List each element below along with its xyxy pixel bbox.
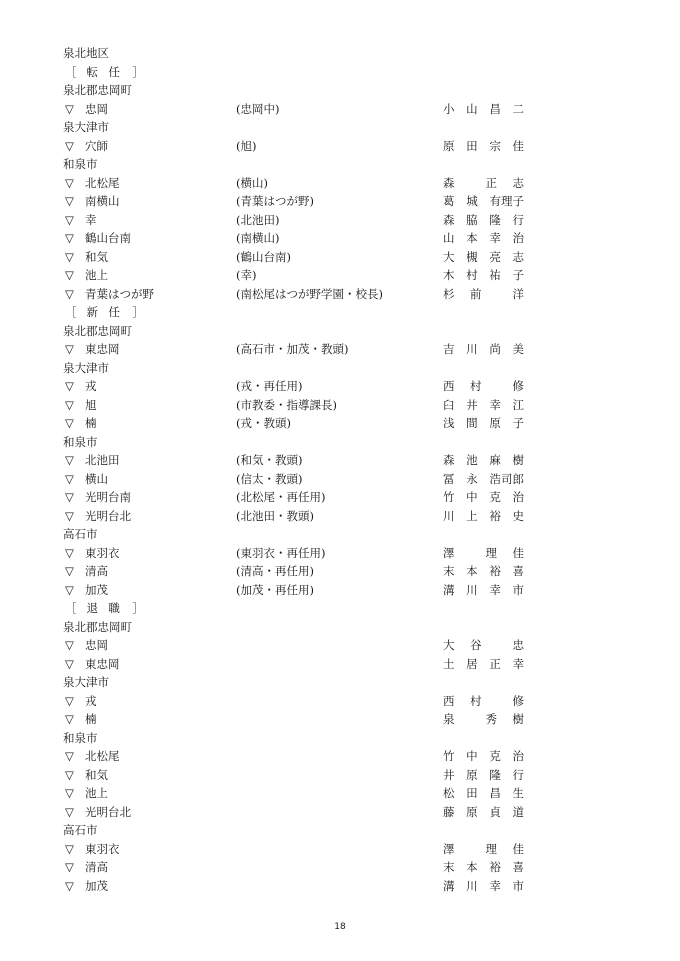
name-char: 井 (443, 767, 455, 782)
name-char: 美 (512, 342, 524, 356)
triangle-icon: ▽ (65, 841, 74, 856)
name-char: 宗 (489, 138, 501, 153)
entry-row (63, 174, 533, 193)
bracket-open: ［ (65, 305, 77, 319)
name-char: 麻 (489, 453, 501, 467)
school-name: 南横山 (85, 194, 120, 208)
school-name: 池上 (85, 786, 108, 800)
school-name: 横山 (85, 471, 108, 486)
previous-post: (戎・再任用) (236, 379, 303, 393)
previous-post: (南松尾はつが野学園・校長) (236, 286, 383, 301)
entry-row (63, 655, 533, 674)
name-char: 川 (443, 508, 455, 523)
triangle-icon: ▽ (65, 453, 74, 467)
school-name: 旭 (85, 397, 97, 412)
name-char: 葛 (443, 194, 455, 208)
name-char: 浩司郎 (489, 471, 524, 486)
person-name (443, 100, 524, 119)
school-name: 穴師 (85, 138, 108, 153)
entry-row (63, 377, 533, 396)
triangle-icon: ▽ (65, 638, 74, 652)
name-char: 裕 (489, 508, 501, 523)
school-name: 東忠岡 (85, 342, 120, 356)
name-char: 行 (512, 767, 524, 782)
name-char: 吉 (443, 342, 455, 356)
area-heading: 泉北郡忠岡町 (63, 323, 132, 338)
person-name (443, 340, 524, 359)
name-char: 澤 (443, 545, 455, 560)
school-name: 池上 (85, 268, 108, 282)
school-name: 北松尾 (85, 175, 120, 190)
name-char: 竹 (443, 490, 455, 504)
person-name (443, 285, 524, 304)
name-char: 理 (485, 841, 497, 856)
person-name (443, 710, 524, 729)
name-char: 志 (512, 249, 524, 264)
category-heading (63, 599, 533, 618)
area-heading: 泉北郡忠岡町 (63, 83, 132, 97)
name-char: 村 (470, 693, 482, 708)
school-name: 楠 (85, 712, 97, 726)
entry-row (63, 266, 533, 285)
triangle-icon: ▽ (65, 693, 74, 708)
name-char: 杉 (443, 286, 455, 301)
name-char: 裕 (489, 564, 501, 578)
name-char: 永 (466, 471, 478, 486)
person-name (443, 137, 524, 156)
name-char: 治 (512, 749, 524, 763)
triangle-icon: ▽ (65, 508, 74, 523)
name-char: 浅 (443, 416, 455, 430)
name-char: 井 (466, 397, 478, 412)
triangle-icon: ▽ (65, 545, 74, 560)
bracket-close: ］ (132, 305, 144, 319)
entry-row (63, 840, 533, 859)
triangle-icon: ▽ (65, 342, 74, 356)
name-char: 修 (512, 379, 524, 393)
name-char: 佳 (512, 841, 524, 856)
name-char: 隆 (489, 212, 501, 227)
name-char: 子 (512, 416, 524, 430)
category-heading (63, 303, 533, 322)
triangle-icon: ▽ (65, 656, 74, 671)
name-char: 谷 (470, 638, 482, 652)
school-name: 光明台北 (85, 508, 131, 523)
person-name (443, 192, 524, 211)
name-char: 克 (489, 749, 501, 763)
name-char: 治 (512, 490, 524, 504)
entry-row (63, 488, 533, 507)
previous-post: (鶴山台南) (236, 249, 291, 264)
name-char: 裕 (489, 860, 501, 874)
person-name (443, 858, 524, 877)
name-char: 貞 (489, 804, 501, 819)
entry-row (63, 562, 533, 581)
name-char: 子 (512, 268, 524, 282)
person-name (443, 766, 524, 785)
name-char: 大 (443, 249, 455, 264)
entry-row (63, 858, 533, 877)
page-number: 18 (334, 922, 346, 932)
entry-row (63, 137, 533, 156)
triangle-icon: ▽ (65, 249, 74, 264)
name-char: 喜 (512, 564, 524, 578)
name-char: 幸 (489, 231, 501, 245)
area-heading: 泉大津市 (63, 120, 109, 134)
name-char: 川 (466, 342, 478, 356)
person-name (443, 877, 524, 896)
person-name (443, 636, 524, 655)
name-char: 土 (443, 656, 455, 671)
person-name (443, 488, 524, 507)
name-char: 冨 (443, 471, 455, 486)
name-char: 居 (466, 656, 478, 671)
previous-post: (北松尾・再任用) (236, 490, 326, 504)
bracket-open: ［ (65, 601, 77, 615)
name-char: 洋 (512, 286, 524, 301)
area-heading: 和泉市 (63, 730, 98, 745)
name-char: 川 (466, 878, 478, 893)
triangle-icon: ▽ (65, 379, 74, 393)
name-char: 木 (443, 268, 455, 282)
previous-post: (和気・教頭) (236, 453, 303, 467)
name-char: 忠 (512, 638, 524, 652)
school-name: 東忠岡 (85, 656, 120, 671)
area-heading: 泉大津市 (63, 675, 109, 689)
name-char: 山 (443, 231, 455, 245)
triangle-icon: ▽ (65, 490, 74, 504)
name-char: 上 (466, 508, 478, 523)
entry-row (63, 396, 533, 415)
previous-post: (横山) (236, 175, 268, 190)
name-char: 幸 (512, 656, 524, 671)
person-name (443, 747, 524, 766)
name-char: 市 (512, 582, 524, 597)
person-name (443, 414, 524, 433)
person-name (443, 692, 524, 711)
name-char: 原 (466, 767, 478, 782)
school-name: 東羽衣 (85, 545, 120, 560)
previous-post: (加茂・再任用) (236, 582, 314, 597)
triangle-icon: ▽ (65, 712, 74, 726)
name-char: 江 (512, 397, 524, 412)
previous-post: (旭) (236, 138, 257, 153)
area-heading: 高石市 (63, 527, 98, 541)
name-char: 池 (466, 453, 478, 467)
entry-row (63, 803, 533, 822)
name-char: 幸 (489, 582, 501, 597)
name-char: 克 (489, 490, 501, 504)
school-name: 北松尾 (85, 749, 120, 763)
name-char: 大 (443, 638, 455, 652)
previous-post: (忠岡中) (236, 101, 280, 116)
name-char: 隆 (489, 767, 501, 782)
previous-post: (清高・再任用) (236, 564, 314, 578)
area-heading: 高石市 (63, 823, 98, 837)
previous-post: (戎・教頭) (236, 416, 291, 430)
name-char: 松 (443, 786, 455, 800)
school-name: 鶴山台南 (85, 231, 131, 245)
bracket-close: ］ (132, 601, 144, 615)
school-name: 清高 (85, 860, 108, 874)
person-name (443, 377, 524, 396)
name-char: 樹 (512, 712, 524, 726)
name-char: 田 (466, 786, 478, 800)
name-char: 泉 (443, 712, 455, 726)
name-char: 槻 (466, 249, 478, 264)
name-char: 本 (466, 564, 478, 578)
name-char: 原 (466, 804, 478, 819)
name-char: 竹 (443, 749, 455, 763)
triangle-icon: ▽ (65, 194, 74, 208)
entry-row (63, 766, 533, 785)
school-name: 幸 (85, 212, 97, 227)
school-name: 忠岡 (85, 638, 108, 652)
name-char: 前 (470, 286, 482, 301)
name-char: 市 (512, 878, 524, 893)
entry-row (63, 507, 533, 526)
name-char: 澤 (443, 841, 455, 856)
name-char: 佳 (512, 138, 524, 153)
triangle-icon: ▽ (65, 231, 74, 245)
person-name (443, 470, 524, 489)
entry-row (63, 340, 533, 359)
name-char: 溝 (443, 878, 455, 893)
entry-row (63, 248, 533, 267)
name-char: 田 (466, 138, 478, 153)
school-name: 光明台北 (85, 804, 131, 819)
name-char: 理 (485, 545, 497, 560)
previous-post: (高石市・加茂・教頭) (236, 342, 349, 356)
triangle-icon: ▽ (65, 786, 74, 800)
triangle-icon: ▽ (65, 804, 74, 819)
triangle-icon: ▽ (65, 860, 74, 874)
name-char: 臼 (443, 397, 455, 412)
person-name (443, 840, 524, 859)
triangle-icon: ▽ (65, 416, 74, 430)
school-name: 青葉はつが野 (85, 286, 154, 301)
name-char: 有理子 (489, 194, 524, 208)
bracket-close: ］ (132, 64, 144, 79)
person-name (443, 451, 524, 470)
triangle-icon: ▽ (65, 471, 74, 486)
name-char: 森 (443, 212, 455, 227)
school-name: 忠岡 (85, 101, 108, 116)
triangle-icon: ▽ (65, 749, 74, 763)
person-name (443, 507, 524, 526)
area-heading: 泉北郡忠岡町 (63, 619, 132, 634)
entry-row (63, 414, 533, 433)
school-name: 加茂 (85, 878, 108, 893)
name-char: 間 (466, 416, 478, 430)
name-char: 森 (443, 175, 455, 190)
name-char: 佳 (512, 545, 524, 560)
name-char: 原 (443, 138, 455, 153)
area-heading: 和泉市 (63, 157, 98, 171)
previous-post: (北池田・教頭) (236, 508, 314, 523)
category-heading (63, 63, 533, 82)
name-char: 喜 (512, 860, 524, 874)
name-char: 中 (466, 749, 478, 763)
person-name (443, 562, 524, 581)
name-char: 川 (466, 582, 478, 597)
name-char: 二 (512, 101, 524, 116)
triangle-icon: ▽ (65, 138, 74, 153)
school-name: 戎 (85, 379, 97, 393)
name-char: 生 (512, 786, 524, 800)
name-char: 行 (512, 212, 524, 227)
triangle-icon: ▽ (65, 397, 74, 412)
name-char: 西 (443, 379, 455, 393)
triangle-icon: ▽ (65, 286, 74, 301)
previous-post: (市教委・指導課長) (236, 397, 337, 412)
name-char: 祐 (489, 268, 501, 282)
name-char: 昌 (489, 786, 501, 800)
entry-row (63, 451, 533, 470)
entry-row (63, 470, 533, 489)
name-char: 中 (466, 490, 478, 504)
name-char: 尚 (489, 342, 501, 356)
category-label: 退職 (86, 601, 131, 615)
name-char: 末 (443, 860, 455, 874)
previous-post: (幸) (236, 268, 257, 282)
entry-row (63, 710, 533, 729)
triangle-icon: ▽ (65, 564, 74, 578)
entry-row (63, 285, 533, 304)
category-label: 転任 (86, 64, 131, 79)
name-char: 村 (466, 268, 478, 282)
name-char: 村 (470, 379, 482, 393)
person-name (443, 784, 524, 803)
name-char: 脇 (466, 212, 478, 227)
name-char: 樹 (512, 453, 524, 467)
name-char: 本 (466, 860, 478, 874)
name-char: 小 (443, 101, 455, 116)
name-char: 藤 (443, 804, 455, 819)
triangle-icon: ▽ (65, 767, 74, 782)
entry-row (63, 192, 533, 211)
triangle-icon: ▽ (65, 212, 74, 227)
person-name (443, 655, 524, 674)
name-char: 治 (512, 231, 524, 245)
school-name: 清高 (85, 564, 108, 578)
person-name (443, 229, 524, 248)
person-name (443, 581, 524, 600)
school-name: 加茂 (85, 582, 108, 597)
name-char: 末 (443, 564, 455, 578)
entry-row (63, 784, 533, 803)
entry-row (63, 211, 533, 230)
triangle-icon: ▽ (65, 268, 74, 282)
name-char: 修 (512, 693, 524, 708)
name-char: 原 (489, 416, 501, 430)
person-name (443, 174, 524, 193)
person-name (443, 266, 524, 285)
entry-row (63, 692, 533, 711)
name-char: 溝 (443, 582, 455, 597)
bracket-open: ［ (65, 64, 77, 79)
name-char: 秀 (485, 712, 497, 726)
school-name: 光明台南 (85, 490, 131, 504)
name-char: 幸 (489, 878, 501, 893)
name-char: 幸 (489, 397, 501, 412)
previous-post: (東羽衣・再任用) (236, 545, 326, 560)
area-heading: 泉北地区 (63, 46, 109, 60)
entry-row (63, 100, 533, 119)
previous-post: (信太・教頭) (236, 471, 303, 486)
school-name: 和気 (85, 249, 108, 264)
area-heading: 泉大津市 (63, 360, 109, 375)
entry-row (63, 581, 533, 600)
name-char: 志 (512, 175, 524, 190)
name-char: 史 (512, 508, 524, 523)
name-char: 森 (443, 453, 455, 467)
school-name: 東羽衣 (85, 841, 120, 856)
name-char: 正 (485, 175, 497, 190)
person-name (443, 544, 524, 563)
school-name: 和気 (85, 767, 108, 782)
name-char: 昌 (489, 101, 501, 116)
person-name (443, 211, 524, 230)
entry-row (63, 229, 533, 248)
entry-row (63, 747, 533, 766)
name-char: 正 (489, 656, 501, 671)
area-heading: 和泉市 (63, 434, 98, 449)
previous-post: (北池田) (236, 212, 280, 227)
personnel-list (63, 44, 533, 895)
entry-row (63, 544, 533, 563)
name-char: 道 (512, 804, 524, 819)
triangle-icon: ▽ (65, 101, 74, 116)
person-name (443, 396, 524, 415)
school-name: 北池田 (85, 453, 120, 467)
category-label: 新任 (86, 305, 131, 319)
name-char: 城 (466, 194, 478, 208)
name-char: 本 (466, 231, 478, 245)
name-char: 西 (443, 693, 455, 708)
triangle-icon: ▽ (65, 878, 74, 893)
name-char: 山 (466, 101, 478, 116)
person-name (443, 803, 524, 822)
previous-post: (南横山) (236, 231, 280, 245)
entry-row (63, 636, 533, 655)
triangle-icon: ▽ (65, 175, 74, 190)
entry-row (63, 877, 533, 896)
person-name (443, 248, 524, 267)
school-name: 楠 (85, 416, 97, 430)
school-name: 戎 (85, 693, 97, 708)
triangle-icon: ▽ (65, 582, 74, 597)
previous-post: (青葉はつが野) (236, 194, 314, 208)
name-char: 亮 (489, 249, 501, 264)
